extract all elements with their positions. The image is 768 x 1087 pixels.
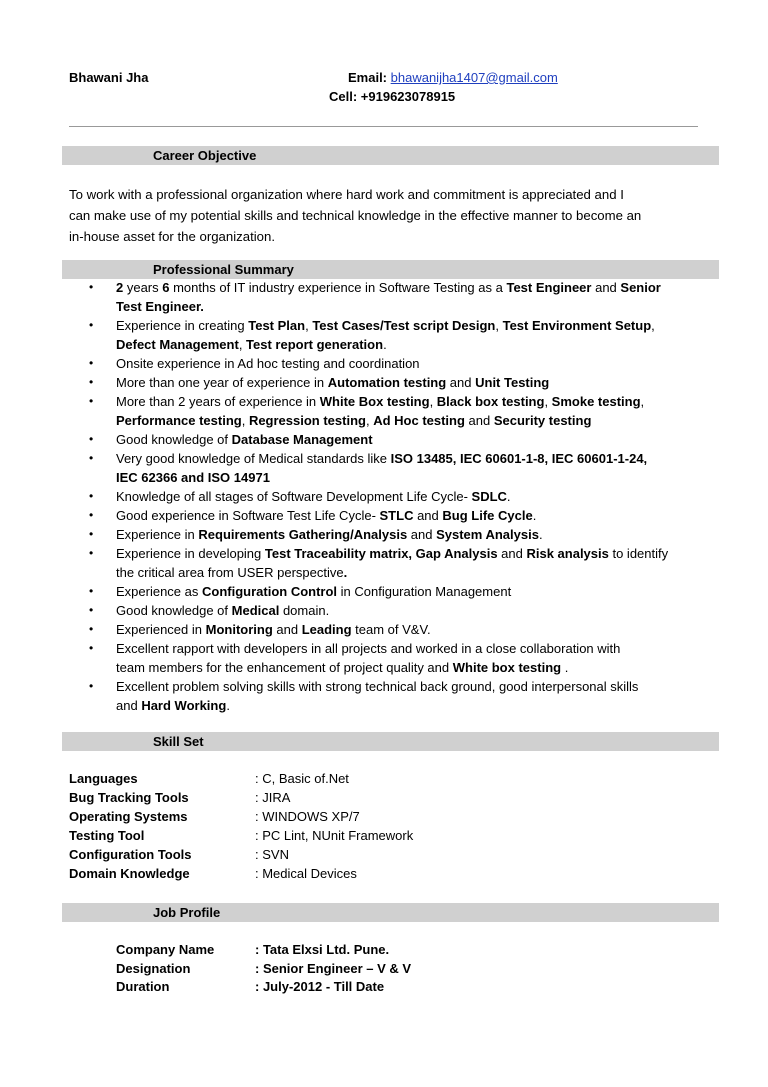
summary-item-line <box>116 278 701 297</box>
section-header-professional-summary <box>62 260 719 279</box>
summary-item-text <box>116 430 701 449</box>
summary-item-line <box>116 639 701 658</box>
summary-bold-text: SDLC <box>471 489 507 504</box>
summary-bold-text: Test Engineer. <box>116 299 204 314</box>
summary-text: and <box>272 622 302 637</box>
summary-item-line <box>116 392 701 411</box>
summary-text: . <box>383 337 387 352</box>
summary-bold-text: 2 <box>116 280 124 295</box>
bullet-icon: • <box>89 318 94 332</box>
summary-item-line <box>116 601 701 620</box>
email-line <box>348 70 558 85</box>
summary-text: , <box>640 394 645 409</box>
summary-bold-text: Automation testing <box>327 375 447 390</box>
summary-text: , <box>651 318 655 333</box>
bullet-icon: • <box>89 375 94 389</box>
summary-bold-text: Test report generation <box>246 337 384 352</box>
summary-bold-text: . <box>343 565 348 580</box>
summary-item-line <box>116 335 701 354</box>
summary-item-text <box>116 278 701 316</box>
summary-text: Experience in developing <box>116 546 265 561</box>
summary-text: , <box>365 413 374 428</box>
summary-item <box>69 525 709 544</box>
job-label: Company Name <box>116 942 215 957</box>
summary-bold-text: Test Cases/Test script Design <box>312 318 496 333</box>
summary-text: . <box>506 489 511 504</box>
summary-item <box>69 639 709 677</box>
skill-label: Languages <box>69 771 138 786</box>
section-header-skill-set <box>62 732 719 751</box>
summary-bold-text: 6 <box>162 280 170 295</box>
summary-item-text <box>116 677 701 715</box>
summary-bold-text: Database Management <box>231 432 373 447</box>
email-link[interactable]: bhawanijha1407@gmail.com <box>390 70 558 85</box>
cell-value: +919623078915 <box>360 89 456 104</box>
bullet-icon: • <box>89 527 94 541</box>
summary-item <box>69 373 709 392</box>
summary-bold-text: White box testing <box>452 660 562 675</box>
summary-text: Good knowledge of <box>116 432 232 447</box>
summary-bold-text: Defect Management <box>116 337 239 352</box>
summary-item-text <box>116 373 701 392</box>
summary-text: . <box>226 698 230 713</box>
cell-line <box>329 89 455 104</box>
summary-text: Experience as <box>116 584 202 599</box>
summary-bold-text: Medical <box>231 603 280 618</box>
job-value: : Tata Elxsi Ltd. Pune. <box>255 942 390 957</box>
summary-item-text <box>116 620 701 639</box>
summary-item <box>69 354 709 373</box>
summary-item <box>69 582 709 601</box>
summary-item-line <box>116 411 701 430</box>
job-value: : Senior Engineer – V & V <box>255 961 412 976</box>
summary-text: Very good knowledge of Medical standards like <box>116 451 391 466</box>
summary-item-line <box>116 487 701 506</box>
summary-text: Excellent rapport with developers in all projects and worked in a close collaboration with <box>116 641 621 656</box>
summary-bold-text: ISO 13485, IEC 60601-1-8, IEC 60601-1-24, <box>390 451 648 466</box>
skill-label: Bug Tracking Tools <box>69 790 189 805</box>
summary-item <box>69 278 709 316</box>
job-label: Designation <box>116 961 191 976</box>
summary-item-line <box>116 544 701 563</box>
summary-item <box>69 620 709 639</box>
summary-text: years <box>123 280 163 295</box>
summary-text: , <box>238 337 247 352</box>
objective-line: can make use of my potential skills and technical knowledge in the effective manner to become an <box>69 208 642 223</box>
summary-text: Onsite experience in Ad hoc testing and coordination <box>116 356 420 371</box>
summary-item-text <box>116 582 701 601</box>
summary-item-line <box>116 297 701 316</box>
summary-text: and <box>116 698 142 713</box>
summary-item-text <box>116 449 701 487</box>
summary-bold-text: Performance testing <box>116 413 242 428</box>
summary-text: . <box>561 660 569 675</box>
summary-bold-text: Ad Hoc testing <box>373 413 465 428</box>
summary-text: the critical area from USER perspective <box>116 565 344 580</box>
summary-text: Knowledge of all stages of Software Development Life Cycle- <box>116 489 472 504</box>
section-header-job-profile <box>62 903 719 922</box>
summary-text: in Configuration Management <box>337 584 512 599</box>
skill-label: Testing Tool <box>69 828 145 843</box>
summary-item <box>69 677 709 715</box>
summary-text: months of IT industry experience in Software Testing as a <box>169 280 507 295</box>
summary-text: . <box>532 508 537 523</box>
bullet-icon: • <box>89 584 94 598</box>
bullet-icon: • <box>89 356 94 370</box>
summary-item-line <box>116 620 701 639</box>
summary-item-line <box>116 525 701 544</box>
summary-bold-text: Requirements Gathering/Analysis <box>198 527 408 542</box>
summary-item <box>69 392 709 430</box>
summary-item <box>69 449 709 487</box>
section-title: Professional Summary <box>153 262 294 277</box>
summary-item-line <box>116 506 701 525</box>
skill-label: Domain Knowledge <box>69 866 190 881</box>
summary-bold-text: Smoke testing <box>551 394 641 409</box>
job-label: Duration <box>116 979 170 994</box>
summary-text: to identify <box>608 546 669 561</box>
summary-text: and <box>464 413 494 428</box>
summary-item <box>69 487 709 506</box>
summary-item-line <box>116 677 701 696</box>
summary-text: and <box>446 375 476 390</box>
summary-text: . <box>538 527 543 542</box>
summary-text: domain. <box>279 603 330 618</box>
summary-item <box>69 601 709 620</box>
summary-item-text <box>116 316 701 354</box>
summary-bold-text: Black box testing <box>436 394 545 409</box>
summary-item-line <box>116 696 701 715</box>
cell-label: Cell: <box>329 89 358 104</box>
skill-value: : SVN <box>255 847 289 862</box>
bullet-icon: • <box>89 679 94 693</box>
summary-item <box>69 506 709 525</box>
summary-bold-text: White Box testing <box>319 394 430 409</box>
summary-item-text <box>116 487 701 506</box>
summary-text: Experience in creating <box>116 318 249 333</box>
section-title: Skill Set <box>153 734 204 749</box>
candidate-name: Bhawani Jha <box>69 70 149 85</box>
summary-bold-text: Monitoring <box>205 622 273 637</box>
summary-text: More than 2 years of experience in <box>116 394 320 409</box>
summary-text: and <box>591 280 621 295</box>
summary-text: Good experience in Software Test Life Cycle- <box>116 508 380 523</box>
summary-item <box>69 316 709 354</box>
summary-bold-text: Bug Life Cycle <box>442 508 533 523</box>
bullet-icon: • <box>89 280 94 294</box>
email-label: Email: <box>348 70 388 85</box>
skill-value: : PC Lint, NUnit Framework <box>255 828 414 843</box>
skill-value: : JIRA <box>255 790 291 805</box>
bullet-icon: • <box>89 641 94 655</box>
summary-text: , <box>544 394 552 409</box>
objective-paragraph <box>69 184 699 247</box>
bullet-icon: • <box>89 546 94 560</box>
bullet-icon: • <box>89 508 94 522</box>
summary-text: Good knowledge of <box>116 603 232 618</box>
summary-bold-text: Test Engineer <box>506 280 592 295</box>
bullet-icon: • <box>89 394 94 408</box>
objective-line: To work with a professional organization where hard work and commitment is appreciated and I <box>69 187 624 202</box>
summary-bold-text: IEC 62366 and ISO 14971 <box>116 470 270 485</box>
summary-item-line <box>116 316 701 335</box>
summary-bold-text: Test Plan <box>248 318 306 333</box>
summary-item-text <box>116 601 701 620</box>
summary-bold-text: Leading <box>301 622 352 637</box>
summary-item-line <box>116 354 701 373</box>
skill-label: Operating Systems <box>69 809 188 824</box>
summary-item-line <box>116 373 701 392</box>
summary-item <box>69 430 709 449</box>
summary-bold-text: System Analysis <box>436 527 539 542</box>
summary-item-line <box>116 449 701 468</box>
job-value: : July-2012 - Till Date <box>255 979 385 994</box>
section-title: Career Objective <box>153 148 257 163</box>
skill-label: Configuration Tools <box>69 847 192 862</box>
summary-text: Excellent problem solving skills with strong technical back ground, good interpersonal skills <box>116 679 639 694</box>
summary-item-line <box>116 468 701 487</box>
summary-item-line <box>116 582 701 601</box>
summary-bold-text: STLC <box>379 508 414 523</box>
summary-text: Experience in <box>116 527 199 542</box>
bullet-icon: • <box>89 603 94 617</box>
skill-value: : WINDOWS XP/7 <box>255 809 360 824</box>
bullet-icon: • <box>89 451 94 465</box>
skill-value: : Medical Devices <box>255 866 357 881</box>
summary-bold-text: Risk analysis <box>526 546 609 561</box>
summary-bold-text: Regression testing <box>248 413 366 428</box>
summary-text: More than one year of experience in <box>116 375 328 390</box>
summary-item-text <box>116 392 701 430</box>
summary-item-line <box>116 430 701 449</box>
summary-text: Experienced in <box>116 622 206 637</box>
summary-item <box>69 544 709 582</box>
summary-text: and <box>407 527 437 542</box>
section-header-career-objective <box>62 146 719 165</box>
summary-item-text <box>116 354 701 373</box>
summary-bold-text: Security testing <box>493 413 592 428</box>
summary-item-text <box>116 506 701 525</box>
summary-bold-text: Configuration Control <box>202 584 338 599</box>
summary-text: team members for the enhancement of project quality and <box>116 660 453 675</box>
summary-item-text <box>116 639 701 677</box>
summary-bold-text: Test Environment Setup <box>502 318 652 333</box>
summary-bold-text: Senior <box>620 280 661 295</box>
summary-text: and <box>497 546 527 561</box>
summary-item-line <box>116 658 701 677</box>
header-divider <box>69 126 698 127</box>
summary-text: , <box>495 318 503 333</box>
summary-bold-text: Test Traceability matrix, Gap Analysis <box>264 546 498 561</box>
skill-value: : C, Basic of.Net <box>255 771 349 786</box>
section-title: Job Profile <box>153 905 221 920</box>
bullet-icon: • <box>89 622 94 636</box>
summary-item-text <box>116 525 701 544</box>
summary-bold-text: Unit Testing <box>475 375 550 390</box>
summary-text: , <box>305 318 313 333</box>
summary-text: team of V&V. <box>351 622 431 637</box>
summary-item-line <box>116 563 701 582</box>
summary-text: , <box>241 413 249 428</box>
objective-line: in-house asset for the organization. <box>69 229 275 244</box>
summary-bold-text: Hard Working <box>141 698 227 713</box>
summary-item-text <box>116 544 701 582</box>
summary-text: , <box>429 394 437 409</box>
bullet-icon: • <box>89 489 94 503</box>
bullet-icon: • <box>89 432 94 446</box>
summary-text: and <box>413 508 443 523</box>
